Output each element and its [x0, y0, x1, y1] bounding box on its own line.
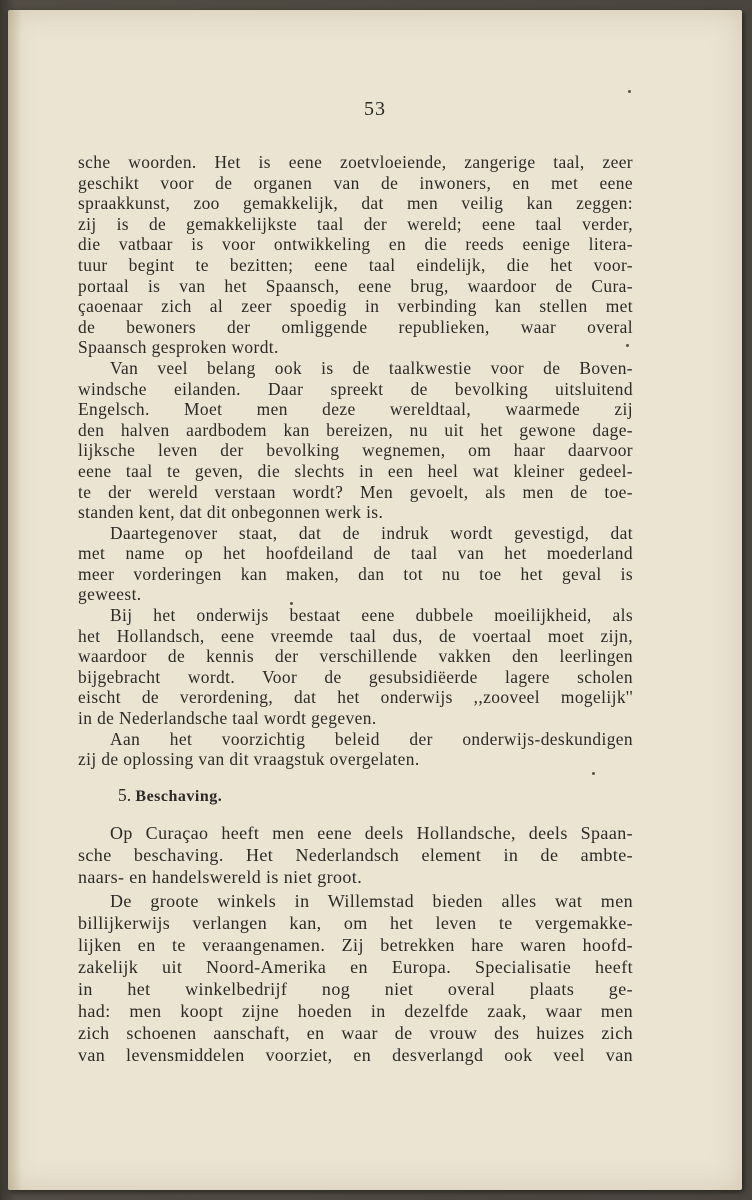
text-line: sche woorden. Het is eene zoetvloeiende, zangerige taal, zeer: [78, 152, 633, 172]
text-line: geschikt voor de organen van de inwoners, en met eene: [78, 172, 633, 193]
paragraph: [78, 152, 633, 358]
paragraph: [78, 822, 633, 888]
text-line: tuur begint te bezitten; eene taal eindelijk, die het voor-: [78, 254, 633, 275]
book-page: [8, 10, 742, 1190]
text-line: te der wereld verstaan wordt? Men gevoelt, als men de toe-: [78, 481, 633, 502]
text-line: meer vorderingen kan maken, dan tot nu toe het geval is: [78, 563, 633, 584]
text-line: de bewoners der omliggende republieken, waar overal: [78, 316, 633, 337]
text-line: billijkerwijs verlangen kan, om het leven te vergemakke-: [78, 912, 633, 933]
paper-speck: [628, 90, 631, 93]
paper-speck: [626, 344, 629, 347]
text-line: eene taal te geven, die slechts in een heel wat kleiner gedeel-: [78, 460, 633, 481]
text-line: Engelsch. Moet men deze wereldtaal, waarmede zij: [78, 399, 633, 420]
text-line: bijgebracht wordt. Voor de gesubsidiëerde lagere scholen: [78, 666, 633, 687]
text-line: die vatbaar is voor ontwikkeling en die reeds eenige litera-: [78, 234, 633, 255]
section-number: 5.: [118, 784, 132, 805]
text-line: zakelijk uit Noord-Amerika en Europa. Specialisatie heeft: [78, 956, 633, 977]
page-number: 53: [364, 98, 386, 120]
text-line: çaoenaar zich al zeer spoedig in verbinding kan stellen met: [78, 296, 633, 317]
text-line: geweest.: [78, 584, 142, 605]
text-line: Van veel belang ook is de taalkwestie voor de Boven-: [110, 357, 633, 378]
text-line: in de Nederlandsche taal wordt gegeven.: [78, 708, 377, 729]
text-line: waardoor de kennis der verschillende vakken den leerlingen: [78, 646, 633, 667]
paper-speck: [592, 772, 595, 775]
text-line: portaal is van het Spaansch, eene brug, waardoor de Cura-: [78, 275, 633, 296]
text-line: Bij het onderwijs bestaat eene dubbele moeilijkheid, als: [110, 605, 633, 626]
page-body: [78, 152, 633, 1066]
text-line: standen kent, dat dit onbegonnen werk is.: [78, 502, 384, 523]
text-line: windsche eilanden. Daar spreekt de bevolking uitsluitend: [78, 378, 633, 399]
section-body: [78, 822, 633, 1066]
text-line: in het winkelbedrijf nog niet overal plaats ge-: [78, 978, 633, 999]
text-line: naars- en handelswereld is niet groot.: [78, 866, 363, 887]
paper-speck: [290, 602, 293, 605]
text-line: lijksche leven der bevolking wegnemen, om haar daarvoor: [78, 440, 633, 461]
text-line: met name op het hoofdeiland de taal van het moederland: [78, 543, 633, 564]
text-line: van levensmiddelen voorziet, en desverlangd ook veel van: [78, 1044, 633, 1065]
paragraph: [78, 890, 633, 1066]
paragraph: [78, 605, 633, 729]
text-line: het Hollandsch, eene vreemde taal dus, de voertaal moet zijn,: [78, 625, 633, 646]
text-line: den halven aardbodem kan bereizen, nu uit het gewone dage-: [78, 419, 633, 440]
text-line: eischt de verordening, dat het onderwijs ,,zooveel mogelijk'': [78, 687, 633, 708]
text-line: zich schoenen aanschaft, en waar de vrouw des huizes zich: [78, 1022, 633, 1043]
text-line: Daartegenover staat, dat de indruk wordt gevestigd, dat: [110, 522, 633, 543]
text-line: sche beschaving. Het Nederlandsch element in de ambte-: [78, 844, 633, 865]
paragraph: [78, 358, 633, 523]
text-line: Op Curaçao heeft men eene deels Hollandsche, deels Spaan-: [110, 822, 633, 843]
text-line: had: men koopt zijne hoeden in dezelfde zaak, waar men: [78, 1000, 633, 1021]
paragraph: [78, 729, 633, 770]
paragraph: [78, 523, 633, 605]
text-line: zij is de gemakkelijkste taal der wereld; eene taal verder,: [78, 213, 633, 234]
text-line: De groote winkels in Willemstad bieden alles wat men: [110, 890, 633, 911]
text-line: Aan het voorzichtig beleid der onderwijs-deskundigen: [110, 728, 633, 749]
section-title: Beschaving.: [135, 787, 223, 805]
text-line: spraakkunst, zoo gemakkelijk, dat men veilig kan zeggen:: [78, 193, 633, 214]
section-heading: [78, 782, 633, 808]
text-line: lijken en te veraangenamen. Zij betrekken hare waren hoofd-: [78, 934, 633, 955]
text-line: Spaansch gesproken wordt.: [78, 337, 279, 358]
text-line: zij de oplossing van dit vraagstuk overgelaten.: [78, 749, 420, 770]
